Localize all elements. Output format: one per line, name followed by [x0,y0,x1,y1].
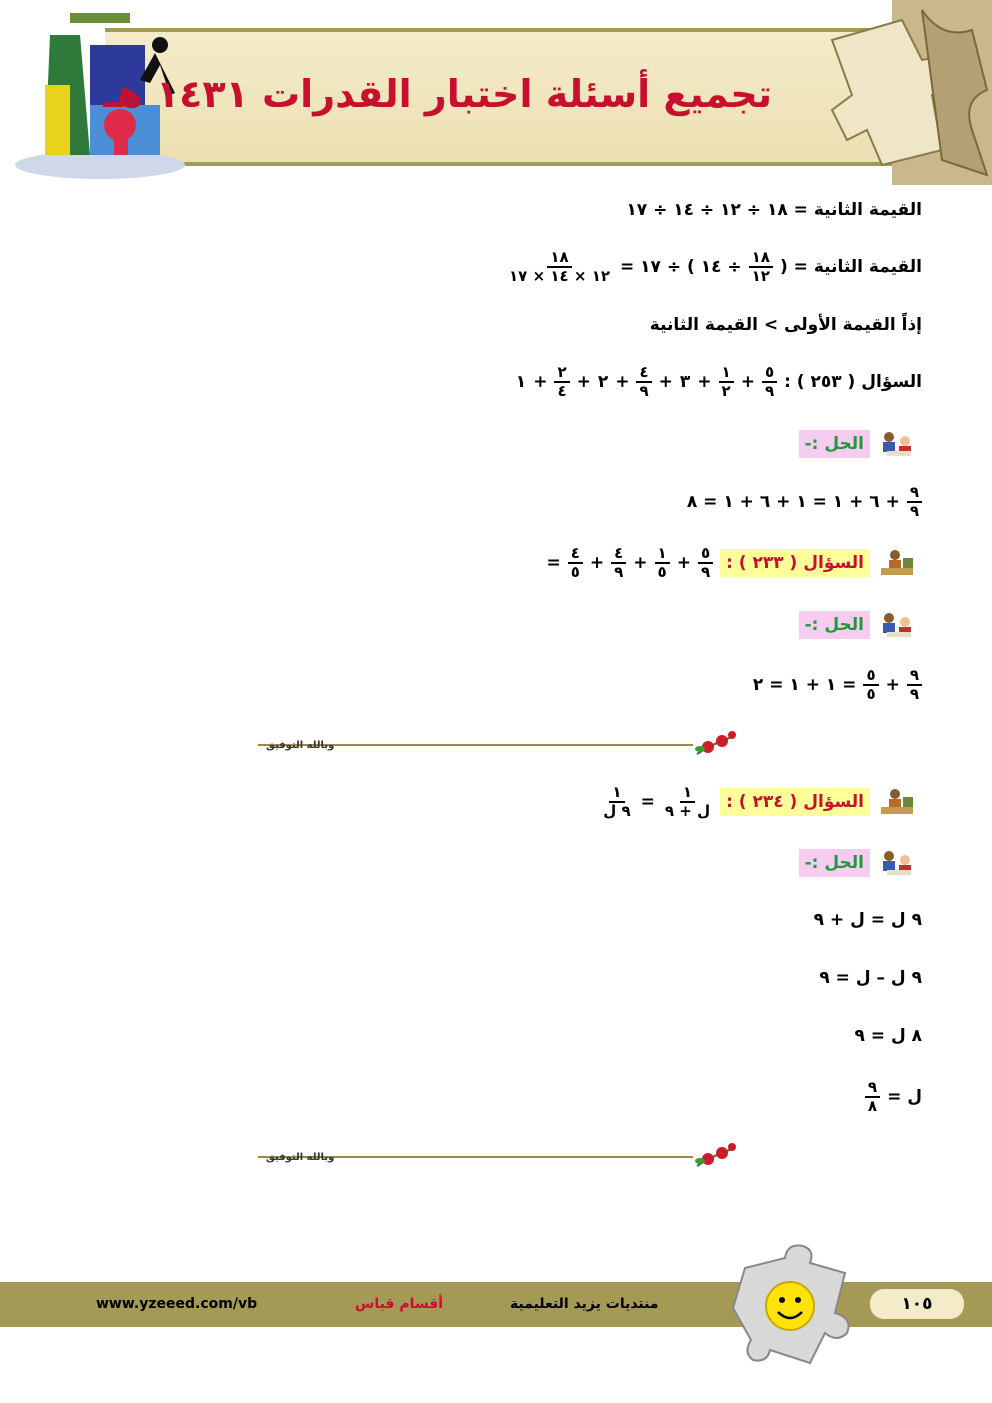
q252-conclusion [650,305,922,345]
plus-sign: + [885,675,900,695]
closing-separator [258,725,738,765]
q234-solution-header [799,843,917,883]
plus-sign: + [658,372,673,392]
q253-term-6 [554,364,569,400]
q253-question [516,362,922,402]
fraction-denominator: ٥ [657,563,667,581]
fraction-denominator: ل + ٩ [664,802,711,820]
q253-term-7: ١ [515,372,527,392]
fraction-numerator: ١ [680,784,695,803]
q233-question [546,543,917,583]
q252-second-value-text: القيمة الثانية = ١٨ ÷ ١٢ ÷ ١٤ ÷ ١٧ [626,200,922,220]
fraction-denominator: ٩ [909,502,919,520]
footer-forum-name: منتديات يزيد التعليمية [510,1296,659,1312]
plus-sign: + [740,372,755,392]
fraction-denominator: ٩ [639,382,649,400]
fraction-numerator: ٥ [698,545,713,564]
q253-term-3: ٣ [679,372,691,392]
q234-step-3-text: ٨ ل = ٩ [854,1026,922,1046]
q253-solution-fraction [907,484,922,520]
fraction-denominator: ١٢ × ١٤ × ١٧ [509,267,610,285]
footer-section: أقسام قياس [355,1296,444,1312]
q233-solution-label: الحل :- [799,611,870,639]
q252-second-value-expanded [506,247,922,287]
q234-fraction-2 [600,784,633,820]
q253-solution-label: الحل :- [799,430,870,458]
q252-second-value-line [626,190,922,230]
q233-solution [753,665,922,705]
fraction-numerator: ٩ [907,667,922,686]
fraction-numerator: ٤ [568,545,583,564]
fraction-numerator: ١٨ [547,249,571,268]
q253-term-4 [636,364,651,400]
q252-conclusion-text: إذاً القيمة الأولى > القيمة الثانية [649,315,922,335]
q253-label: السؤال ( ٢٥٣ ) : [784,372,922,392]
q233-term-3 [611,545,626,581]
q233-solution-header [799,605,917,645]
fraction-numerator: ٩ [907,484,922,503]
plus-sign: + [615,372,630,392]
fraction-denominator: ٩ [909,685,919,703]
footer-url[interactable]: www.yzeeed.com/vb [96,1296,258,1312]
roses-icon [692,1141,738,1171]
q234-final [865,1077,922,1117]
q233-solution-text: = ١ + ١ = ٢ [752,675,857,695]
q234-final-fraction [865,1079,880,1115]
roses-icon [692,729,738,759]
separator-text: وبالله التوفيق [266,740,335,751]
fraction-denominator: ٤ [557,382,567,400]
students-reading-icon [877,848,917,878]
equals-sign: = [546,553,561,573]
separator-text: وبالله التوفيق [266,1152,335,1163]
fraction-numerator: ٥ [863,667,878,686]
closing-separator [258,1137,738,1177]
fraction-denominator: ٨ [867,1097,878,1115]
q252-result-fraction [506,249,613,285]
plus-sign: + [533,372,548,392]
fraction-numerator: ١ [655,545,670,564]
students-reading-icon [877,610,917,640]
fraction-numerator: ١٨ [749,249,773,268]
teacher-icon [877,548,917,578]
q234-step-1 [814,900,922,940]
fraction-numerator: ٩ [865,1079,880,1098]
plus-sign: + [576,372,591,392]
smiley-puzzle-icon [725,1238,865,1368]
q234-fraction-1 [662,784,713,820]
q233-term-2 [655,545,670,581]
fraction-numerator: ١ [719,364,734,383]
fraction-denominator: ٩ [614,563,624,581]
q234-final-prefix: ل = [887,1087,922,1107]
q234-step-3 [854,1016,922,1056]
fraction-numerator: ٥ [762,364,777,383]
fraction-denominator: ٢ [721,382,731,400]
q253-term-2 [719,364,734,400]
q253-term-1 [762,364,777,400]
q233-term-1 [698,545,713,581]
page-header [0,0,992,185]
q234-step-2-text: ٩ ل – ل = ٩ [819,968,922,988]
page-title: تجميع أسئلة اختبار القدرات ١٤٣١ هـ [103,72,772,116]
q252-expr-mid: ÷ ١٤ ) ÷ ١٧ = [620,257,742,277]
puzzle-decoration-icon [772,0,992,185]
page-number: ١٠٥ [870,1289,964,1319]
teacher-icon [877,787,917,817]
fraction-denominator: ٥ [866,685,876,703]
q252-fraction [749,249,773,285]
fraction-denominator: ٩ [764,382,775,400]
plus-sign: + [633,553,648,573]
fraction-numerator: ٤ [611,545,626,564]
fraction-denominator: ١٢ [751,267,770,285]
fraction-denominator: ٩ [700,563,711,581]
q252-expr-prefix: القيمة الثانية = ( [779,257,922,277]
q234-step-2 [819,958,922,998]
plus-sign: + [697,372,712,392]
fraction-denominator: ٩ ل [603,802,631,820]
q233-term-4 [568,545,583,581]
equals-sign: = [640,792,655,812]
students-reading-icon [877,429,917,459]
q253-solution [687,482,922,522]
q233-sol-fraction-2 [863,667,878,703]
fraction-numerator: ١ [609,784,624,803]
q233-sol-fraction-1 [907,667,922,703]
q233-label: السؤال ( ٢٣٣ ) : [720,549,870,577]
q253-solution-text: + ٦ + ١ = ١ + ٦ + ١ = ٨ [686,492,900,512]
q234-question [600,782,917,822]
q234-step-1-text: ٩ ل = ل + ٩ [813,910,922,930]
q253-solution-header [799,424,917,464]
plus-sign: + [676,553,691,573]
q234-solution-label: الحل :- [799,849,870,877]
q253-term-5: ٢ [597,372,609,392]
fraction-numerator: ٤ [636,364,651,383]
fraction-numerator: ٢ [554,364,569,383]
plus-sign: + [589,553,605,573]
q234-label: السؤال ( ٢٣٤ ) : [720,788,870,816]
fraction-denominator: ٥ [570,563,580,581]
